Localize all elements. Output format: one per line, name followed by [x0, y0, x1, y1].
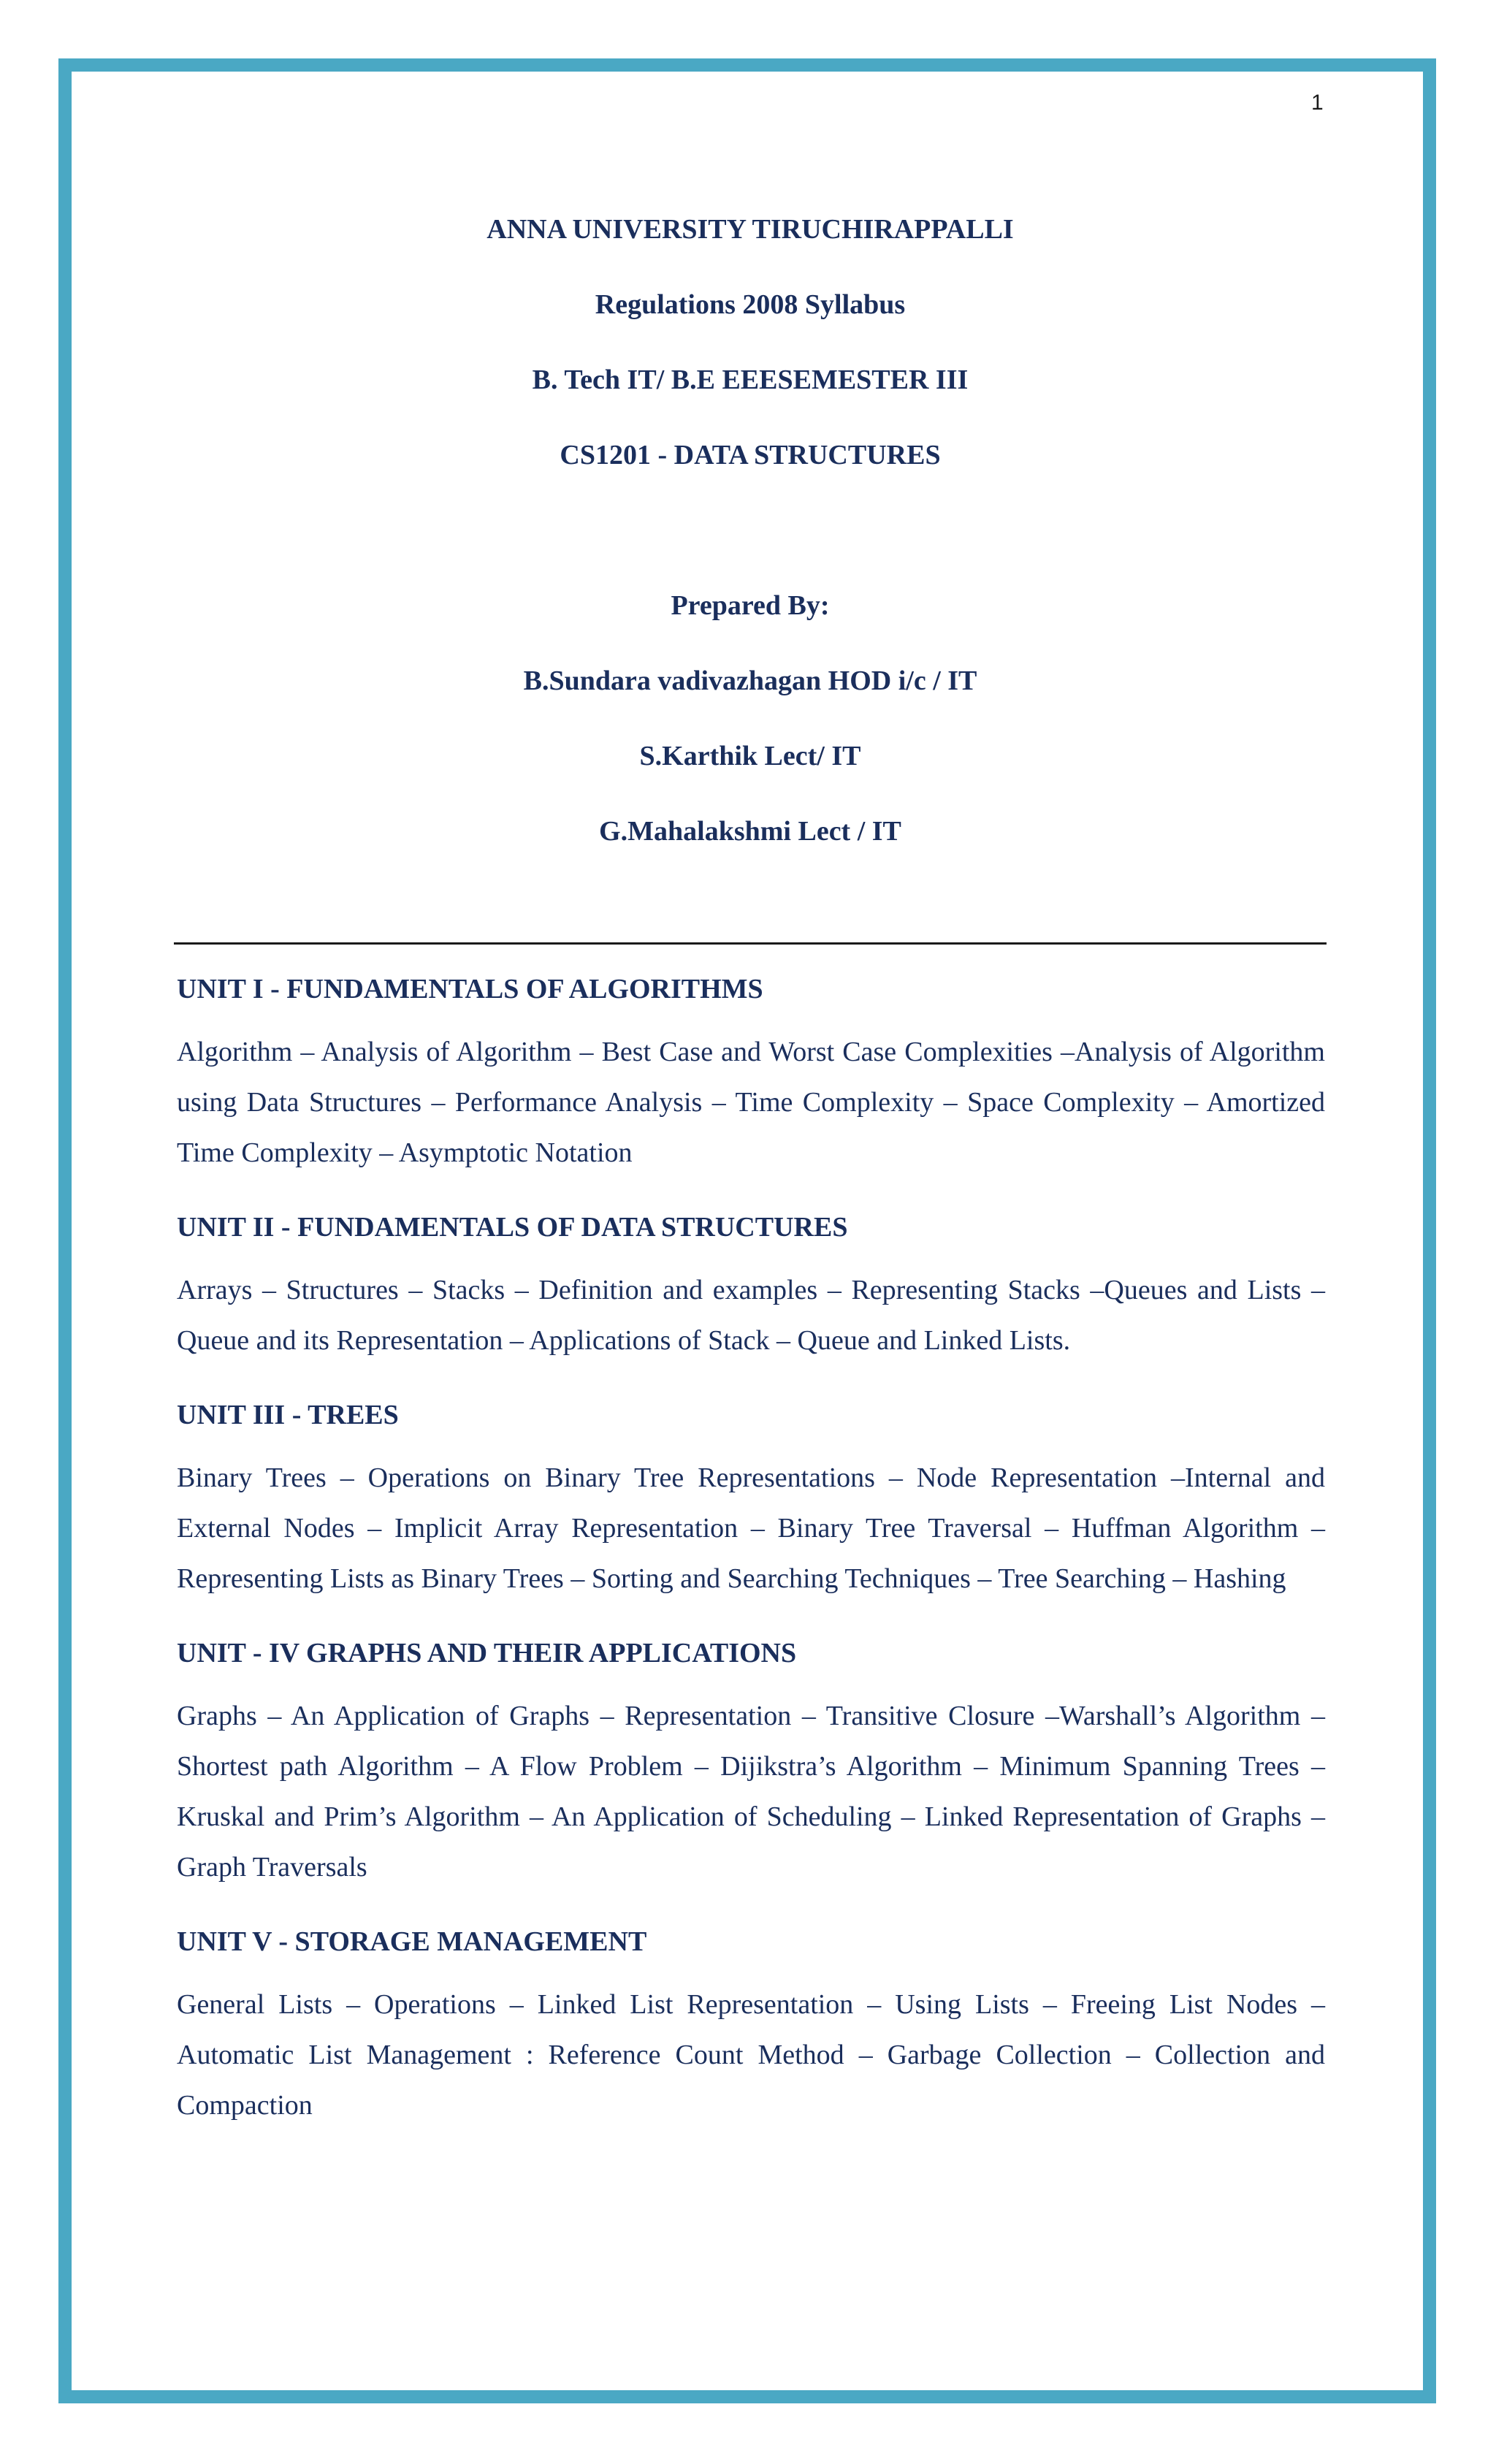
author-1: B.Sundara vadivazhagan HOD i/c / IT	[523, 665, 977, 696]
unit-3-heading: UNIT III - TREES	[177, 1400, 399, 1430]
regulations-line: Regulations 2008 Syllabus	[595, 289, 906, 320]
section-divider	[174, 942, 1327, 945]
unit-5-heading: UNIT V - STORAGE MANAGEMENT	[177, 1926, 647, 1957]
author-3: G.Mahalakshmi Lect / IT	[599, 816, 901, 847]
unit-4-body: Graphs – An Application of Graphs – Representation – Transitive Closure –Warshall’s Algorithm – Shortest path Algorithm – A Flow Problem – Dijikstra’s Algorithm – Minimum Spanning Trees – Kruskal and Prim’s Algorithm – An Application of Scheduling – Linked Representation of Graphs – Graph Traversals	[177, 1701, 1325, 1883]
title-spacer	[174, 508, 1327, 584]
university-name: ANNA UNIVERSITY TIRUCHIRAPPALLI	[486, 214, 1014, 245]
unit-2-body: Arrays – Structures – Stacks – Definition and examples – Representing Stacks –Queues and Lists – Queue and its Representation – Applications of Stack – Queue and Linked Lists.	[177, 1275, 1325, 1356]
unit-1-heading: UNIT I - FUNDAMENTALS OF ALGORITHMS	[177, 974, 763, 1004]
author-2: S.Karthik Lect/ IT	[639, 741, 861, 771]
unit-1-body: Algorithm – Analysis of Algorithm – Best Case and Worst Case Complexities –Analysis of Algorithm using Data Structures – Performance Analysis – Time Complexity – Space Complexity – Amortized Time Complexity – Asymptotic Notation	[177, 1037, 1325, 1168]
program-line: B. Tech IT/ B.E EEESEMESTER III	[532, 365, 969, 395]
unit-3-body: Binary Trees – Operations on Binary Tree Representations – Node Representation –Internal and External Nodes – Implicit Array Representation – Binary Tree Traversal – Huffman Algorithm – Representing Lists as Binary Trees – Sorting and Searching Techniques – Tree Searching – Hashing	[177, 1462, 1325, 1594]
title-block	[174, 207, 1327, 885]
syllabus-units	[177, 964, 1325, 2155]
unit-5-body: General Lists – Operations – Linked List Representation – Using Lists – Freeing List Nodes – Automatic List Management : Reference Count Method – Garbage Collection – Collection and Compaction	[177, 1989, 1325, 2121]
prepared-by-label: Prepared By:	[671, 590, 830, 621]
page-number: 1	[1311, 91, 1324, 115]
course-title: CS1201 - DATA STRUCTURES	[560, 440, 941, 470]
unit-4-heading: UNIT - IV GRAPHS AND THEIR APPLICATIONS	[177, 1638, 797, 1668]
unit-2-heading: UNIT II - FUNDAMENTALS OF DATA STRUCTURES	[177, 1212, 848, 1243]
